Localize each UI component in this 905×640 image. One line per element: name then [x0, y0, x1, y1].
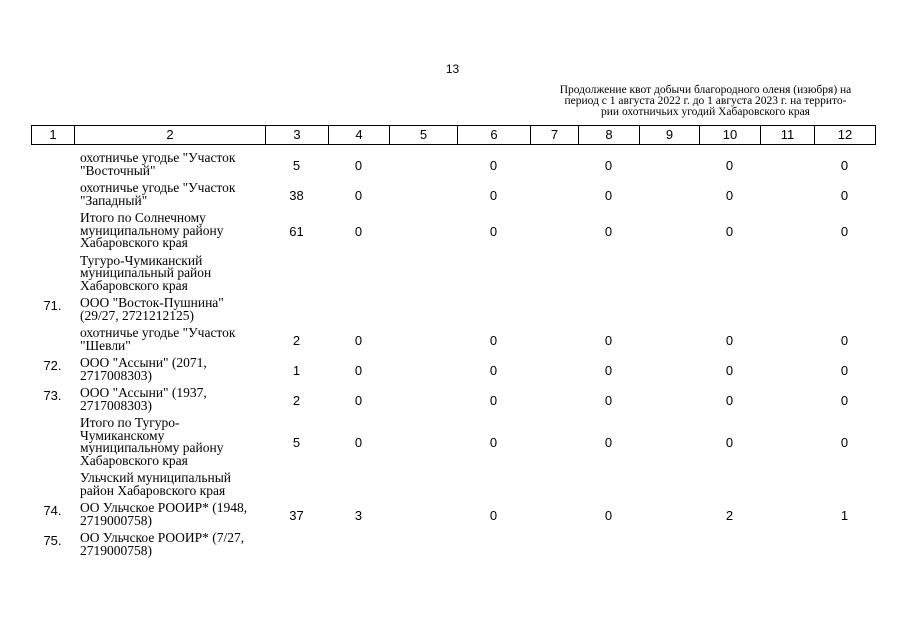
- column-header: 3: [266, 126, 329, 145]
- value-cell: 37: [289, 507, 304, 523]
- table-row: [31, 253, 875, 296]
- value-cell: 0: [604, 435, 613, 450]
- row-name-line: Ульчский муниципальный: [80, 470, 232, 485]
- value-cell: [530, 355, 578, 385]
- value-cell: [760, 253, 814, 296]
- value-cell: [639, 530, 699, 560]
- value-cell: [389, 385, 457, 415]
- table-row: [31, 385, 875, 415]
- value-cell: 0: [489, 187, 498, 203]
- row-name: [74, 253, 265, 296]
- row-name: [74, 355, 265, 385]
- value-cell: 0: [604, 157, 613, 173]
- value-cell: [389, 253, 457, 296]
- table-row: [31, 180, 875, 210]
- value-cell: [389, 530, 457, 560]
- value-cell: 0: [725, 362, 734, 378]
- value-cell: [760, 325, 814, 355]
- row-number: 72.: [43, 358, 62, 373]
- value-cell: 0: [725, 157, 734, 173]
- row-name: [74, 470, 265, 500]
- column-header: 6: [458, 126, 531, 145]
- value-cell: [530, 253, 578, 296]
- quota-table: [31, 150, 875, 560]
- column-header: 1: [32, 126, 75, 145]
- value-cell: [760, 470, 814, 500]
- row-name: [74, 180, 265, 210]
- value-cell: 0: [354, 157, 363, 173]
- value-cell: [389, 355, 457, 385]
- value-cell: [760, 295, 814, 325]
- value-cell: [814, 295, 875, 325]
- value-cell: [457, 470, 530, 500]
- value-cell: 1: [840, 507, 849, 523]
- row-name: [74, 500, 265, 530]
- value-cell: [699, 530, 760, 560]
- value-cell: [530, 470, 578, 500]
- value-cell: [814, 530, 875, 560]
- caption-line: рии охотничьих угодий Хабаровского края: [601, 106, 810, 118]
- row-name-line: 2719000758): [80, 512, 152, 528]
- value-cell: [760, 415, 814, 470]
- value-cell: 0: [725, 187, 734, 203]
- value-cell: 61: [289, 223, 304, 239]
- row-name: [74, 210, 265, 253]
- row-number: [31, 210, 74, 253]
- value-cell: [639, 470, 699, 500]
- value-cell: 3: [354, 507, 363, 523]
- row-number: 71.: [43, 298, 62, 313]
- value-cell: [760, 530, 814, 560]
- value-cell: [639, 385, 699, 415]
- value-cell: [578, 530, 639, 560]
- value-cell: [530, 415, 578, 470]
- value-cell: 5: [292, 157, 301, 173]
- value-cell: [328, 295, 389, 325]
- value-cell: [639, 325, 699, 355]
- value-cell: [530, 530, 578, 560]
- value-cell: 1: [292, 362, 301, 378]
- value-cell: 0: [840, 392, 849, 408]
- value-cell: [760, 500, 814, 530]
- value-cell: [639, 355, 699, 385]
- value-cell: [578, 470, 639, 500]
- row-number: 73.: [43, 388, 62, 403]
- value-cell: [457, 295, 530, 325]
- value-cell: 0: [840, 362, 849, 378]
- row-name-line: муниципальному району: [80, 440, 224, 455]
- row-name-line: "Западный": [80, 192, 148, 208]
- row-name-line: охотничье угодье "Участок: [80, 150, 236, 165]
- row-name-line: район Хабаровского края: [80, 482, 226, 498]
- row-name-line: ОО Ульчское РООИР* (7/27,: [80, 530, 245, 545]
- value-cell: 0: [354, 223, 363, 239]
- row-name-line: Хабаровского края: [80, 235, 188, 250]
- value-cell: 0: [489, 332, 498, 348]
- value-cell: [389, 415, 457, 470]
- row-name-line: Хабаровского края: [80, 277, 188, 293]
- column-header: 9: [640, 126, 700, 145]
- value-cell: [389, 295, 457, 325]
- value-cell: 2: [292, 392, 301, 408]
- value-cell: 0: [604, 187, 613, 203]
- value-cell: [814, 253, 875, 296]
- value-cell: [699, 470, 760, 500]
- value-cell: [328, 530, 389, 560]
- value-cell: 0: [489, 507, 498, 523]
- value-cell: [457, 253, 530, 296]
- value-cell: 0: [354, 362, 363, 378]
- row-name-line: 2717008303): [80, 397, 152, 413]
- value-cell: [530, 385, 578, 415]
- value-cell: 0: [489, 392, 498, 408]
- table-row: [31, 355, 875, 385]
- row-name-line: "Восточный": [80, 162, 156, 178]
- value-cell: [389, 180, 457, 210]
- value-cell: [530, 295, 578, 325]
- row-name-line: 2717008303): [80, 367, 152, 383]
- value-cell: 0: [489, 435, 498, 450]
- value-cell: [530, 210, 578, 253]
- column-header: 2: [75, 126, 266, 145]
- value-cell: [699, 253, 760, 296]
- page-number: 13: [445, 62, 460, 76]
- value-cell: [639, 180, 699, 210]
- row-name-line: Тугуро-Чумиканский: [80, 252, 203, 268]
- row-name-line: Чумиканскому: [80, 427, 165, 443]
- row-number: [31, 470, 74, 500]
- row-name-line: муниципальному району: [80, 222, 224, 238]
- row-name-line: 2719000758): [80, 542, 152, 558]
- row-name-line: охотничье угодье "Участок: [80, 325, 236, 340]
- value-cell: 0: [354, 332, 363, 348]
- table-row: [31, 150, 875, 180]
- row-name-line: ООО "Восток-Пушнина": [80, 295, 224, 310]
- value-cell: 0: [604, 507, 613, 523]
- row-number: 75.: [43, 533, 62, 548]
- row-name: [74, 150, 265, 180]
- row-name: [74, 530, 265, 560]
- value-cell: [530, 325, 578, 355]
- value-cell: 0: [489, 223, 498, 239]
- value-cell: [265, 530, 328, 560]
- value-cell: [760, 385, 814, 415]
- table-row: [31, 415, 875, 470]
- column-header: 5: [390, 126, 458, 145]
- value-cell: 2: [725, 507, 734, 523]
- row-name-line: ОО Ульчское РООИР* (1948,: [80, 500, 248, 515]
- value-cell: [389, 500, 457, 530]
- row-number: [31, 325, 74, 355]
- value-cell: 0: [840, 187, 849, 203]
- value-cell: 0: [725, 332, 734, 348]
- value-cell: [639, 295, 699, 325]
- row-name-line: ООО "Ассыни" (1937,: [80, 385, 207, 400]
- value-cell: 0: [354, 187, 363, 203]
- value-cell: [639, 415, 699, 470]
- row-name-line: Хабаровского края: [80, 452, 188, 468]
- table-row: [31, 530, 875, 560]
- table-caption: [538, 85, 873, 118]
- value-cell: [328, 470, 389, 500]
- value-cell: 0: [489, 362, 498, 378]
- row-number: 74.: [43, 503, 62, 518]
- value-cell: 0: [604, 332, 613, 348]
- table-row: [31, 500, 875, 530]
- value-cell: [760, 210, 814, 253]
- row-name-line: ООО "Ассыни" (2071,: [80, 355, 207, 370]
- row-number: [31, 150, 74, 180]
- value-cell: 38: [289, 187, 304, 203]
- table-row: [31, 295, 875, 325]
- value-cell: 0: [604, 392, 613, 408]
- column-header: 7: [531, 126, 579, 145]
- value-cell: [389, 210, 457, 253]
- value-cell: [389, 470, 457, 500]
- row-name-line: Итого по Солнечному: [80, 210, 206, 225]
- value-cell: 0: [725, 223, 734, 239]
- column-header: 12: [815, 126, 876, 145]
- column-header: 8: [579, 126, 640, 145]
- value-cell: [265, 295, 328, 325]
- table-row: [31, 210, 875, 253]
- value-cell: [578, 253, 639, 296]
- row-name-line: "Шевли": [80, 337, 131, 353]
- column-header: 4: [329, 126, 390, 145]
- value-cell: [457, 530, 530, 560]
- row-name: [74, 295, 265, 325]
- row-number: [31, 253, 74, 296]
- caption-line: период с 1 августа 2022 г. до 1 августа 2023 г. на террито-: [564, 95, 847, 107]
- value-cell: 0: [840, 332, 849, 348]
- value-cell: [639, 150, 699, 180]
- row-name-line: Итого по Тугуро-: [80, 415, 180, 430]
- value-cell: 0: [489, 157, 498, 173]
- value-cell: 0: [840, 435, 849, 450]
- table-row: [31, 325, 875, 355]
- row-name: [74, 325, 265, 355]
- row-name-line: (29/27, 2721212125): [80, 307, 194, 323]
- table-row: [31, 470, 875, 500]
- value-cell: [530, 150, 578, 180]
- value-cell: [265, 253, 328, 296]
- value-cell: 0: [604, 223, 613, 239]
- row-name-line: муниципальный район: [80, 265, 212, 280]
- value-cell: [639, 253, 699, 296]
- value-cell: 0: [840, 157, 849, 173]
- row-number: [31, 415, 74, 470]
- value-cell: [389, 150, 457, 180]
- value-cell: [530, 500, 578, 530]
- value-cell: [578, 295, 639, 325]
- value-cell: [814, 470, 875, 500]
- value-cell: [760, 150, 814, 180]
- column-number-header: [31, 125, 876, 145]
- row-name: [74, 385, 265, 415]
- value-cell: 0: [604, 362, 613, 378]
- value-cell: [699, 295, 760, 325]
- value-cell: [760, 355, 814, 385]
- value-cell: [328, 253, 389, 296]
- value-cell: 0: [354, 435, 363, 450]
- value-cell: 0: [725, 435, 734, 450]
- value-cell: [639, 210, 699, 253]
- value-cell: 5: [292, 435, 301, 450]
- value-cell: [265, 470, 328, 500]
- value-cell: [760, 180, 814, 210]
- value-cell: [530, 180, 578, 210]
- caption-line: Продолжение квот добычи благородного оленя (изюбря) на: [559, 84, 852, 96]
- value-cell: 0: [354, 392, 363, 408]
- row-name-line: охотничье угодье "Участок: [80, 180, 236, 195]
- value-cell: [639, 500, 699, 530]
- row-name: [74, 415, 265, 470]
- column-header: 11: [761, 126, 815, 145]
- value-cell: 0: [840, 223, 849, 239]
- value-cell: 0: [725, 392, 734, 408]
- value-cell: 2: [292, 332, 301, 348]
- column-header: 10: [700, 126, 761, 145]
- value-cell: [389, 325, 457, 355]
- row-number: [31, 180, 74, 210]
